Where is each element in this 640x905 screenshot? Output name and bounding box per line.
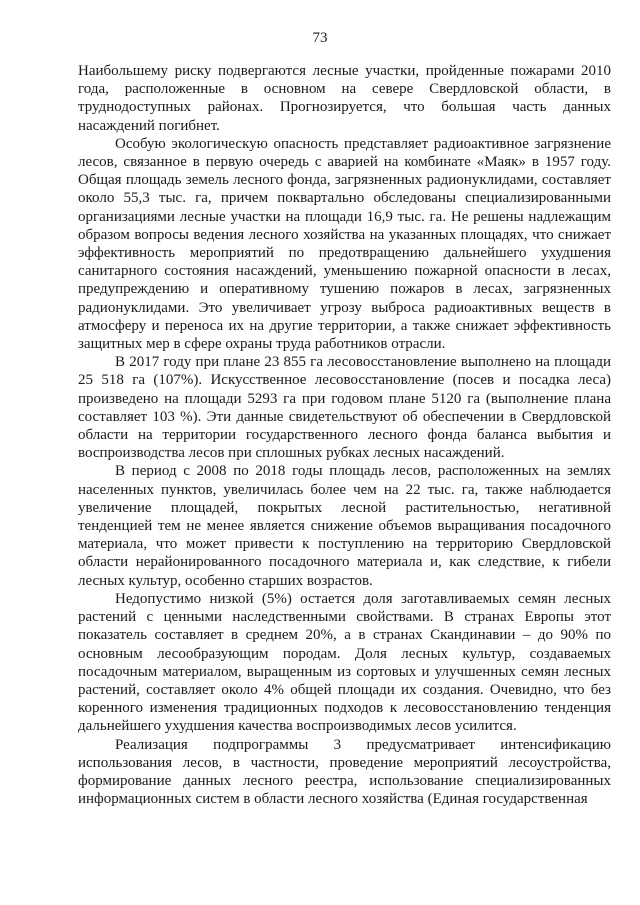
paragraph: Недопустимо низкой (5%) остается доля заготавливаемых семян лесных растений с ценными наследственными свойствами. В странах Европы этот показатель составляет в среднем 20%, а в странах Скандинавии – до 90% по основным лесообразующим породам. Доля лесных культур, создаваемых посадочным материалом, выращенным из сортовых и улучшенных семян лесных растений, составляет около 4% общей площади их создания. Очевидно, что без коренного изменения традиционных подходов к лесовосстановлению тенденция дальнейшего ухудшения качества воспроизводимых лесов усилится. xyxy=(78,590,611,735)
paragraph: В 2017 году при плане 23 855 га лесовосстановление выполнено на площади 25 518 га (107%). Искусственное лесовосстановление (посев и посадка леса) произведено на площади 5293 га при годовом плане 5120 га (выполнение плана составляет 103 %). Эти данные свидетельствуют об обеспечении в Свердловской области на территории государственного лесного фонда баланса выбытия и воспроизводства лесов при сплошных рубках лесных насаждений. xyxy=(78,354,611,462)
body-text xyxy=(78,62,611,808)
paragraph: Наибольшему риску подвергаются лесные участки, пройденные пожарами 2010 года, расположенные в основном на севере Свердловской области, в труднодоступных районах. Прогнозируется, что большая часть данных насаждений погибнет. xyxy=(78,63,611,134)
page-number: 73 xyxy=(312,30,328,46)
paragraph: Реализация подпрограммы 3 предусматривает интенсификацию использования лесов, в частности, проведение мероприятий лесоустройства, формирование данных лесного реестра, использование специализированных информационных систем в области лесного хозяйства (Единая государственная xyxy=(78,736,611,808)
paragraph: В период с 2008 по 2018 годы площадь лесов, расположенных на землях населенных пунктов, увеличилась более чем на 22 тыс. га, также наблюдается увеличение площадей, покрытых лесной растительностью, негативной тенденцией тем не менее является снижение объемов выращивания посадочного материала, что может привести к поступлению на территорию Свердловской области нерайонированного посадочного материала и, как следствие, к гибели лесных культур, особенно старших возрастов. xyxy=(78,463,611,589)
paragraph: Особую экологическую опасность представляет радиоактивное загрязнение лесов, связанное в первую очередь с аварией на комбинате «Маяк» в 1957 году. Общая площадь земель лесного фонда, загрязненных радионуклидами, составляет около 55,3 тыс. га, причем поквартально обследованы специализированными организациями лесные участки на площади 16,9 тыс. га. Не решены надлежащим образом вопросы ведения лесного хозяйства на указанных площадях, что снижает эффективность мероприятий по предотвращению дальнейшего ухудшения санитарного состояния насаждений, уменьшению пожарной опасности в лесах, предупреждению и оперативному тушению пожаров в лесах, загрязненных радионуклидами. Это увеличивает угрозу выброса радиоактивных веществ в атмосферу и переноса их на другие территории, а также снижает эффективность защитных мер в сфере охраны труда работников отрасли. xyxy=(78,135,611,353)
